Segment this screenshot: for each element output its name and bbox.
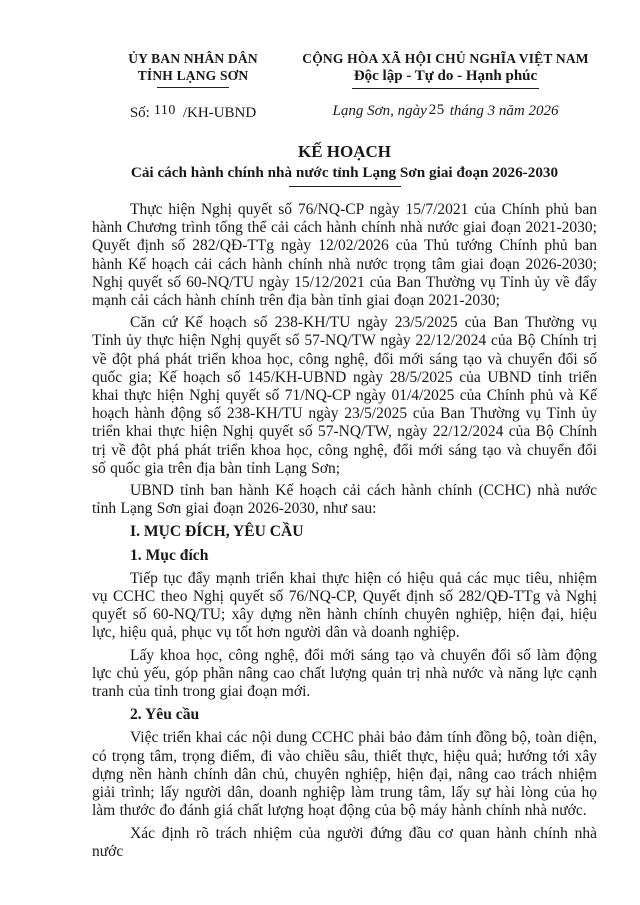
paragraph-legal-basis-1: Thực hiện Nghị quyết số 76/NQ-CP ngày 15/7/2021 của Chính phủ ban hành Chương trình tổng thể cải cách hành chính nhà nước giai đoạn 2021-2030; Quyết định số 282/QĐ-TTg ngày 12/02/2026 của Thủ tướng Chính phủ ban hành Kế hoạch cải cách hành chính nhà nước trọng tâm giai đoạn 2026-2030; Nghị quyết số 60-NQ/TU ngày 15/12/2021 của Ban Thường vụ Tỉnh ủy về đẩy mạnh cải cách hành chính trên địa bàn tỉnh giai đoạn 2021-2030; [92,201,597,310]
document-body [92,201,597,861]
document-number-label: Số: [129,105,150,121]
issuing-authority-line2: TỈNH LẠNG SƠN [137,68,249,83]
document-header [92,50,597,122]
paragraph-legal-basis-2: Căn cứ Kế hoạch số 238-KH/TU ngày 23/5/2025 của Ban Thường vụ Tỉnh ủy thực hiện Nghị quyết số 57-NQ/TW ngày 22/12/2024 của Bộ Chính trị về đột phá phát triển khoa học, công nghệ, đổi mới sáng tạo và chuyển đổi số quốc gia; Kế hoạch số 145/KH-UBND ngày 28/5/2025 của UBND tỉnh triển khai thực hiện Nghị quyết số 71/NQ-CP ngày 01/4/2025 của Chính phủ và Kế hoạch hành động số 238-KH/TU ngày 23/5/2025 của Ban Thường vụ Tỉnh ủy triển khai thực hiện Nghị quyết số 57-NQ/TW, ngày 22/12/2024 của Bộ Chính trị về đột phá phát triển khoa học, công nghệ, đổi mới sáng tạo và chuyển đổi số quốc gia trên địa bàn tỉnh Lạng Sơn; [92,314,597,477]
title-block [92,142,597,187]
place-and-date [294,103,597,120]
date-day-value: 25 [428,102,445,118]
authority-divider [157,87,229,88]
document-number-suffix: /KH-UBND [182,105,257,121]
national-header-block [294,50,597,122]
paragraph-purpose-1: Tiếp tục đẩy mạnh triển khai thực hiện có hiệu quả các mục tiêu, nhiệm vụ CCHC theo Nghị quyết số 76/NQ-CP, Quyết định số 282/QĐ-TTg và Nghị quyết số 60-NQ/TU; xây dựng nền hành chính chuyên nghiệp, hiện đại, hiệu lực, hiệu quả, phục vụ tốt hơn người dân và doanh nghiệp. [92,569,597,642]
issuing-authority-block [92,50,294,122]
national-motto-line2: Độc lập - Tự do - Hạnh phúc [352,67,539,89]
document-number-value: 110 [153,103,176,118]
national-motto-line1: CỘNG HÒA XÃ HỘI CHỦ NGHĨA VIỆT NAM [302,51,589,66]
document-title: KẾ HOẠCH [297,142,392,161]
title-divider [289,186,401,187]
document-subtitle: Cải cách hành chính nhà nước tỉnh Lạng Sơn giai đoạn 2026-2030 [130,164,559,181]
subsection-heading-1-2: 2. Yêu cầu [130,706,200,724]
paragraph-requirement-2: Xác định rõ trách nhiệm của người đứng đầu cơ quan hành chính nhà nước [92,824,597,860]
paragraph-issuance: UBND tỉnh ban hành Kế hoạch cải cách hành chính (CCHC) nhà nước tỉnh Lạng Sơn giai đoạn 2026-2030, như sau: [92,482,597,518]
paragraph-purpose-2: Lấy khoa học, công nghệ, đổi mới sáng tạo và chuyển đổi số làm động lực chủ yếu, góp phần nâng cao chất lượng quản trị nhà nước và năng lực cạnh tranh của tỉnh trong giai đoạn mới. [92,646,597,701]
document-number [92,105,294,122]
subsection-heading-1-1: 1. Mục đích [130,546,209,564]
section-heading-1: I. MỤC ĐÍCH, YÊU CẦU [130,523,304,541]
paragraph-requirement-1: Việc triển khai các nội dung CCHC phải bảo đảm tính đồng bộ, toàn diện, có trọng tâm, trọng điểm, đi vào chiều sâu, thiết thực, hiệu quả; hướng tới xây dựng nền hành chính dân chủ, chuyên nghiệp, hiện đại, nâng cao trách nhiệm giải trình; lấy người dân, doanh nghiệp làm trung tâm, lấy sự hài lòng của họ làm thước đo đánh giá chất lượng hoạt động của bộ máy hành chính nhà nước. [92,729,597,820]
place-date-suffix: tháng 3 năm 2026 [449,103,559,119]
place-date-prefix: Lạng Sơn, ngày [332,103,427,119]
issuing-authority-line1: ỦY BAN NHÂN DÂN [128,51,258,66]
